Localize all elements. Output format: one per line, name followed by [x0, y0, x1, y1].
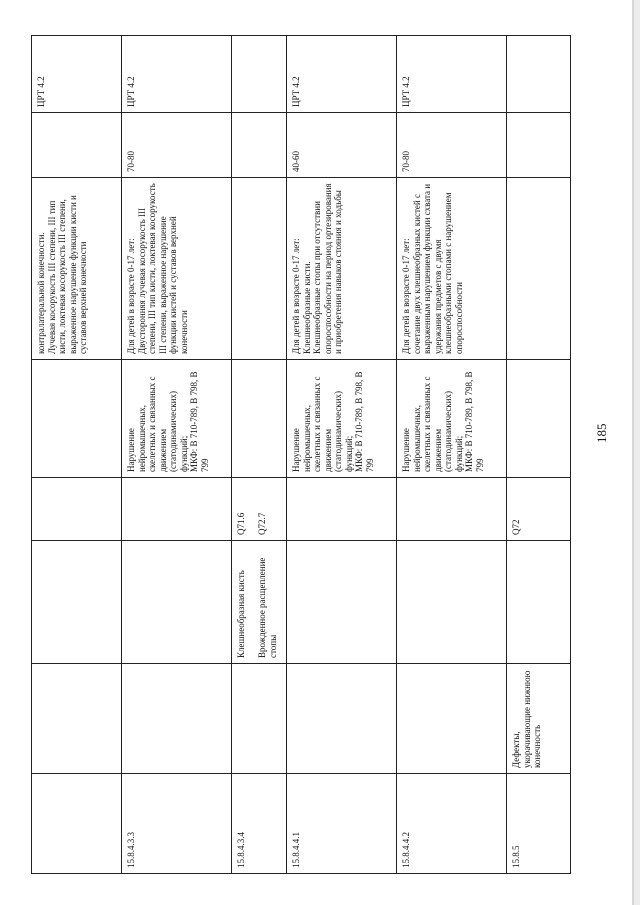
- cell-number: 15.8.4.4.1: [287, 774, 397, 874]
- table-row: [32, 36, 122, 874]
- cell-number: 15.8.5: [507, 774, 571, 874]
- scan-edge: [634, 0, 640, 905]
- cell-description: Для детей в возрасте 0-17 лет: Клешнеобразные кисти. Клешнеобразные стопы при отсутствии опороспособности на период ортезирования и приобретения навыков стояния и ходьбы: [287, 178, 397, 360]
- cell-description: Для детей в возрасте 0-17 лет: сочетание двух клешнеобразных кистей с выраженным нарушением функции схвата и удержания предметов с двумя клешнеобразными стопами с нарушением опороспособности: [397, 178, 507, 360]
- rotated-table-wrapper: [31, 36, 570, 874]
- cell-criteria: ЦРТ 4.2: [32, 36, 122, 113]
- cell-impairment: Нарушение нейромышечных, скелетных и связанных с движением (статодинамических) функций; МКФ: B 710-789, B 798, B 799: [397, 360, 507, 478]
- cell-description: [232, 178, 287, 360]
- table-row: [507, 36, 571, 874]
- cell-number: 15.8.4.3.4: [232, 774, 287, 874]
- cell-category: Дефекты, укорачивающие нижнюю конечность: [507, 664, 571, 774]
- cell-criteria: ЦРТ 4.2: [287, 36, 397, 113]
- cell-condition: [32, 541, 122, 664]
- cell-impairment: [32, 360, 122, 478]
- cell-code: [397, 478, 507, 541]
- cell-percent: 70-80: [122, 113, 232, 178]
- cell-criteria: ЦРТ 4.2: [122, 36, 232, 113]
- cell-percent: [232, 113, 287, 178]
- cell-category: [122, 664, 232, 774]
- cell-category: [32, 664, 122, 774]
- cell-percent: [507, 113, 571, 178]
- cell-percent: 70-80: [397, 113, 507, 178]
- cell-code: Q71.6 Q72.7: [232, 478, 287, 541]
- cell-number: 15.8.4.3.3: [122, 774, 232, 874]
- table-row: [232, 36, 287, 874]
- cell-code: [32, 478, 122, 541]
- cell-description: Для детей в возрасте 0-17 лет: Двусторонняя лучевая косорукость III степени, III тип кисти, локтевая косорукость III степени, выраженное нарушение функции кистей и суставов верхней конечности: [122, 178, 232, 360]
- cell-percent: [32, 113, 122, 178]
- cell-impairment: Нарушение нейромышечных, скелетных и связанных с движением (статодинамических) функций; МКФ: B 710-789, B 798, B 799: [122, 360, 232, 478]
- cell-number: [32, 774, 122, 874]
- disability-criteria-table: [31, 35, 571, 874]
- cell-code: [287, 478, 397, 541]
- cell-impairment: Нарушение нейромышечных, скелетных и связанных с движением (статодинамических) функций; МКФ: B 710-789, B 798, B 799: [287, 360, 397, 478]
- cell-description: контралатеральной конечности. Лучевая косорукость III степени, III тип кисти, локтевая косорукость III степени, выраженное нарушение функции кисти и суставов верхней конечности: [32, 178, 122, 360]
- cell-criteria: ЦРТ 4.2: [397, 36, 507, 113]
- table-row: [122, 36, 232, 874]
- cell-condition: [397, 541, 507, 664]
- cell-impairment: [232, 360, 287, 478]
- cell-condition: [507, 541, 571, 664]
- cell-description: [507, 178, 571, 360]
- cell-impairment: [507, 360, 571, 478]
- table-row: [287, 36, 397, 874]
- cell-category: [287, 664, 397, 774]
- cell-criteria: [232, 36, 287, 113]
- cell-code: [122, 478, 232, 541]
- table-row: [397, 36, 507, 874]
- page-number: 185: [594, 423, 609, 443]
- cell-percent: 40-60: [287, 113, 397, 178]
- scan-edge-shadow: [632, 0, 634, 905]
- cell-condition: [287, 541, 397, 664]
- cell-condition: Клешнеобразная кисть Врожденное расщепление стопы: [232, 541, 287, 664]
- cell-criteria: [507, 36, 571, 113]
- cell-number: 15.8.4.4.2: [397, 774, 507, 874]
- cell-code: Q72: [507, 478, 571, 541]
- cell-condition: [122, 541, 232, 664]
- cell-category: [232, 664, 287, 774]
- cell-category: [397, 664, 507, 774]
